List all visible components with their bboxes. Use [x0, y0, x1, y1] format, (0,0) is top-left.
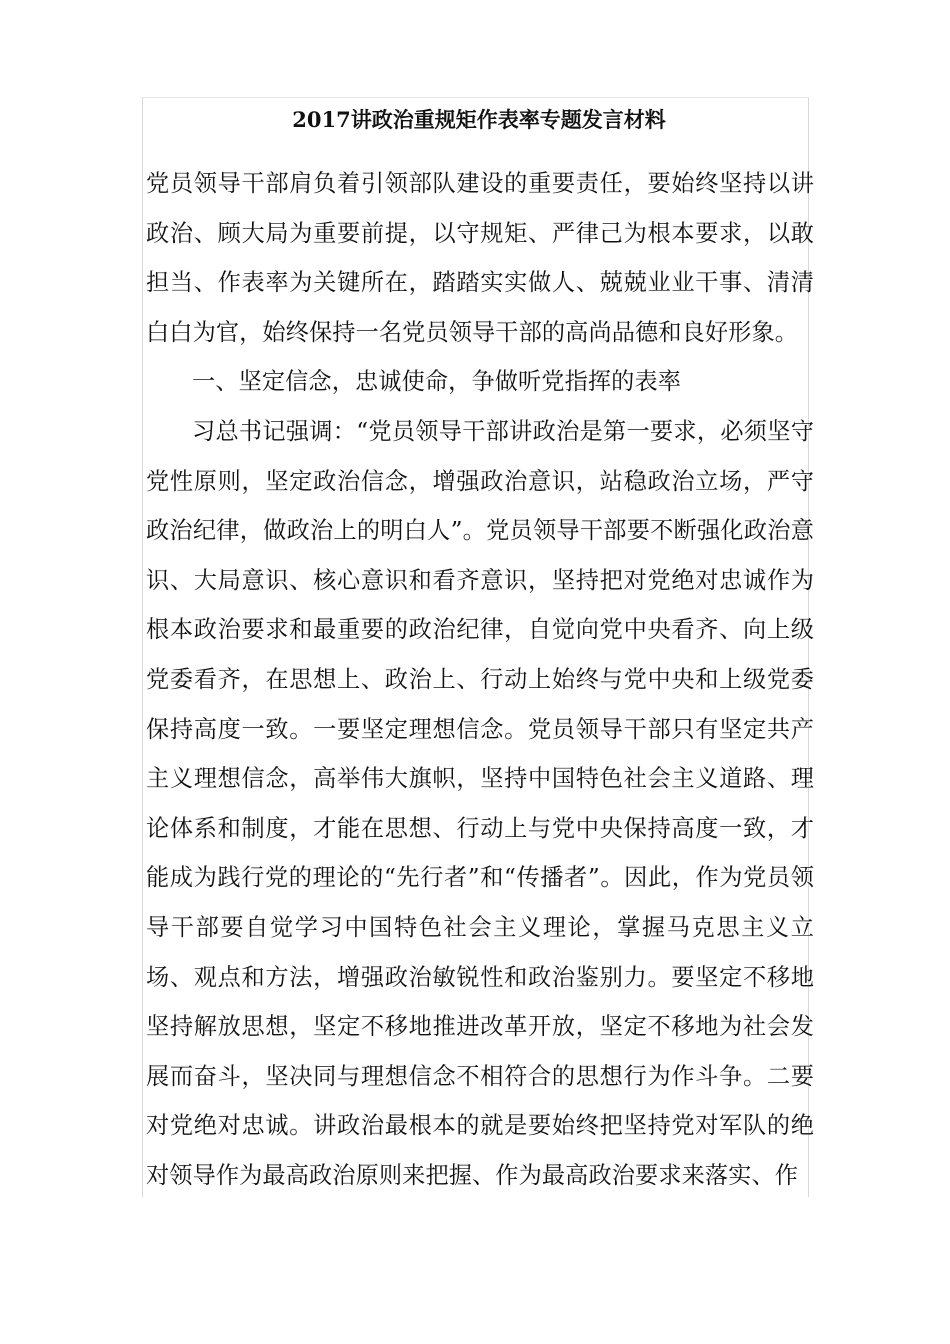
- section-heading: 一、坚定信念，忠诚使命，争做听党指挥的表率: [192, 368, 682, 396]
- document-title: 2017讲政治重规矩作表率专题发言材料: [292, 107, 666, 132]
- document-body: [146, 103, 814, 1200]
- paragraph-intro: 党员领导干部肩负着引领部队建设的重要责任，要始终坚持以讲政治、顾大局为重要前提，以守规矩、严律己为根本要求，以敢担当、作表率为关键所在，踏踏实实做人、兢兢业业干事、清清白白为官，始终保持一名党员领导干部的高尚品德和良好形象。: [146, 170, 814, 346]
- paragraph-body: 习总书记强调：“党员领导干部讲政治是第一要求，必须坚守党性原则，坚定政治信念，增强政治意识，站稳政治立场，严守政治纪律，做政治上的明白人”。党员领导干部要不断强化政治意识、大局意识、核心意识和看齐意识，坚持把对党绝对忠诚作为根本政治要求和最重要的政治纪律，自觉向党中央看齐、向上级党委看齐，在思想上、政治上、行动上始终与党中央和上级党委保持高度一致。一要坚定理想信念。党员领导干部只有坚定共产主义理想信念，高举伟大旗帜，坚持中国特色社会主义道路、理论体系和制度，才能在思想、行动上与党中央保持高度一致，才能成为践行党的理论的“先行者”和“传播者”。因此，作为党员领导干部要自觉学习中国特色社会主义理论，掌握马克思主义立场、观点和方法，增强政治敏锐性和政治鉴别力。要坚定不移地坚持解放思想，坚定不移地推进改革开放，坚定不移地为社会发展而奋斗，坚决同与理想信念不相符合的思想行为作斗争。二要对党绝对忠诚。讲政治最根本的就是要始终把坚持党对军队的绝对领导作为最高政治原则来把握、作为最高政治要求来落实、作: [146, 417, 814, 1189]
